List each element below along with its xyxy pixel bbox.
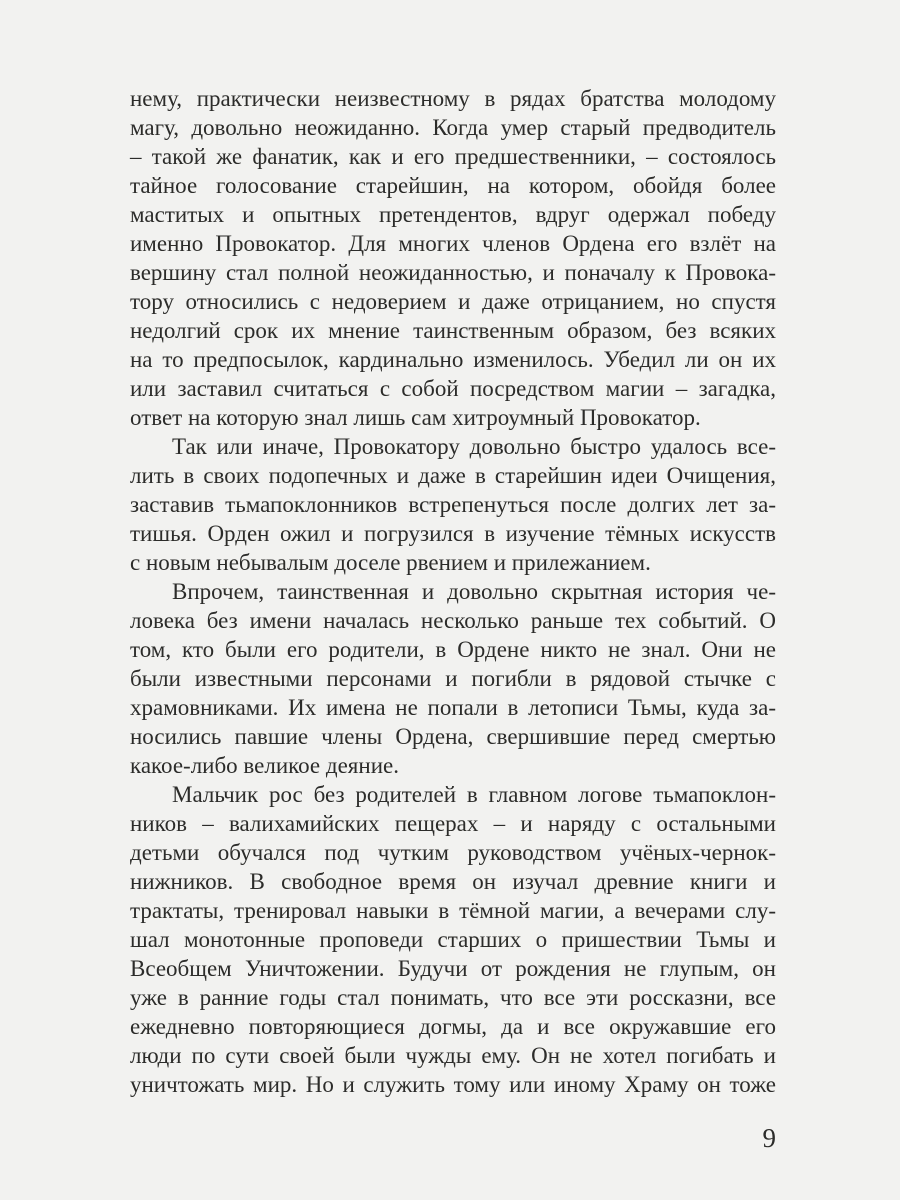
paragraph: [130, 84, 776, 432]
text-line: нему, практически неизвестному в рядах братства молодому: [130, 86, 776, 111]
text-line: уже в ранние годы стал понимать, что все эти россказни, все: [130, 985, 776, 1010]
text-line: ников – валихамийских пещерах – и наряду с остальными: [130, 811, 776, 836]
text-line: Всеобщем Уничтожении. Будучи от рождения не глупым, он: [130, 956, 776, 981]
text-line: Мальчик рос без родителей в главном логове тьмапоклон-: [172, 782, 776, 807]
text-line: Так или иначе, Провокатору довольно быстро удалось все-: [172, 434, 776, 459]
page-text: [130, 84, 776, 1099]
paragraph: [130, 432, 776, 577]
text-line: недолгий срок их мнение таинственным образом, без всяких: [130, 318, 776, 343]
text-line: ловека без имени началась несколько раньше тех событий. О: [130, 608, 776, 633]
text-line: заставив тьмапоклонников встрепенуться после долгих лет за-: [130, 492, 776, 517]
text-line: лить в своих подопечных и даже в старейшин идеи Очищения,: [130, 463, 776, 488]
text-line: какое-либо великое деяние.: [130, 753, 399, 778]
paragraph: [130, 780, 776, 1099]
page-number: 9: [762, 1123, 776, 1153]
text-line: том, кто были его родители, в Ордене никто не знал. Они не: [130, 637, 776, 662]
text-line: тишья. Орден ожил и погрузился в изучение тёмных искусств: [130, 521, 776, 546]
text-line: Впрочем, таинственная и довольно скрытная история че-: [172, 579, 776, 604]
text-line: – такой же фанатик, как и его предшественники, – состоялось: [130, 144, 776, 169]
text-line: нижников. В свободное время он изучал древние книги и: [130, 869, 776, 894]
text-line: уничтожать мир. Но и служить тому или иному Храму он тоже: [130, 1072, 776, 1097]
text-line: носились павшие члены Ордена, свершившие перед смертью: [130, 724, 776, 749]
text-line: или заставил считаться с собой посредством магии – загадка,: [130, 376, 776, 401]
text-line: были известными персонами и погибли в рядовой стычке с: [130, 666, 776, 691]
text-line: детьми обучался под чутким руководством учёных-чернок-: [130, 840, 776, 865]
text-line: тайное голосование старейшин, на котором, обойдя более: [130, 173, 776, 198]
text-line: трактаты, тренировал навыки в тёмной магии, а вечерами слу-: [130, 898, 776, 923]
text-line: на то предпосылок, кардинально изменилось. Убедил ли он их: [130, 347, 776, 372]
paragraph: [130, 577, 776, 780]
text-line: маститых и опытных претендентов, вдруг одержал победу: [130, 202, 776, 227]
text-line: храмовниками. Их имена не попали в летописи Тьмы, куда за-: [130, 695, 776, 720]
text-line: магу, довольно неожиданно. Когда умер старый предводитель: [130, 115, 776, 140]
text-line: ответ на которую знал лишь сам хитроумный Провокатор.: [130, 405, 701, 430]
text-line: люди по сути своей были чужды ему. Он не хотел погибать и: [130, 1043, 776, 1068]
text-line: с новым небывалым доселе рвением и прилежанием.: [130, 550, 651, 575]
text-line: шал монотонные проповеди старших о пришествии Тьмы и: [130, 927, 776, 952]
text-line: именно Провокатор. Для многих членов Ордена его взлёт на: [130, 231, 776, 256]
text-line: вершину стал полной неожиданностью, и поначалу к Провока-: [130, 260, 776, 285]
text-line: ежедневно повторяющиеся догмы, да и все окружавшие его: [130, 1014, 776, 1039]
text-line: тору относились с недоверием и даже отрицанием, но спустя: [130, 289, 776, 314]
